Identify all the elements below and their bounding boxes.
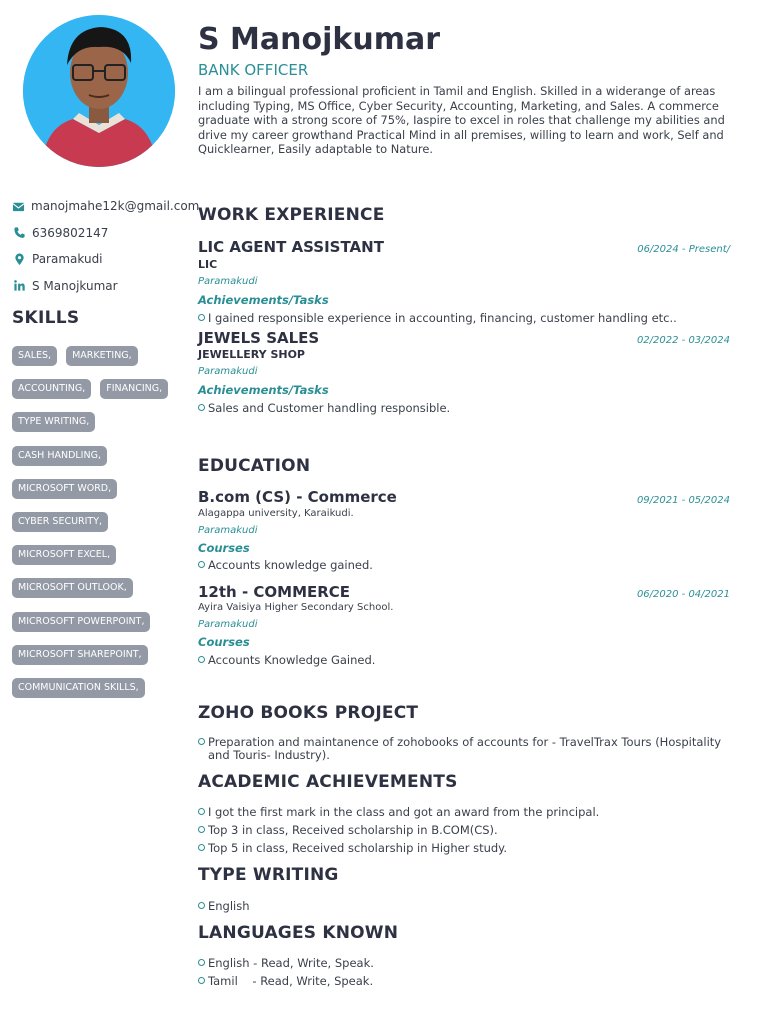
skill-chip: FINANCING, — [100, 379, 168, 399]
skill-chip: MICROSOFT SHAREPOINT, — [12, 645, 148, 665]
education-item-org: Alagappa university, Karaikudi. — [198, 508, 354, 519]
bullet-icon — [198, 404, 205, 411]
education-item-title: 12th - COMMERCE — [198, 583, 351, 601]
skill-chip: SALES, — [12, 346, 57, 366]
academic-bullet: Top 3 in class, Received scholarship in B.COM(CS). — [198, 824, 738, 837]
skill-chip: MARKETING, — [66, 346, 138, 366]
skill-row — [12, 645, 190, 678]
work-item-title: JEWELS SALES — [198, 329, 320, 347]
skill-chip: TYPE WRITING, — [12, 412, 95, 432]
languages-heading: LANGUAGES KNOWN — [198, 923, 399, 943]
candidate-name: S Manojkumar — [198, 22, 441, 57]
education-item-title: B.com (CS) - Commerce — [198, 488, 397, 506]
skill-row — [12, 346, 190, 379]
bullet-icon — [198, 844, 205, 851]
project-heading: ZOHO BOOKS PROJECT — [198, 703, 419, 723]
academic-bullet: I got the first mark in the class and got an award from the principal. — [198, 806, 738, 819]
education-item-bullet: Accounts Knowledge Gained. — [198, 654, 738, 667]
skill-row — [12, 379, 190, 412]
skill-row — [12, 412, 190, 445]
bullet-icon — [198, 738, 205, 745]
education-item-org: Ayira Vaisiya Higher Secondary School. — [198, 602, 394, 613]
skill-chip: CASH HANDLING, — [12, 446, 107, 466]
education-item-location: Paramakudi — [198, 525, 258, 536]
education-heading: EDUCATION — [198, 456, 311, 476]
work-item-location: Paramakudi — [198, 276, 258, 287]
linkedin-text: S Manojkumar — [32, 278, 118, 293]
skill-chip: ACCOUNTING, — [12, 379, 91, 399]
linkedin-icon — [12, 279, 26, 293]
language-bullet: Tamil - Read, Write, Speak. — [198, 975, 738, 988]
typewriting-heading: TYPE WRITING — [198, 865, 339, 885]
work-item-subhead: Achievements/Tasks — [198, 293, 329, 307]
project-bullet: Preparation and maintanence of zohobooks of accounts for - TravelTrax Tours (Hospitality and Touris- Industry). — [198, 736, 738, 762]
bullet-icon — [198, 977, 205, 984]
bullet-icon — [198, 902, 205, 909]
work-item-bullet: Sales and Customer handling responsible. — [198, 402, 738, 415]
skill-chip: MICROSOFT WORD, — [12, 479, 117, 499]
location-text: Paramakudi — [32, 252, 103, 267]
work-item-org: JEWELLERY SHOP — [198, 348, 305, 361]
bullet-icon — [198, 656, 205, 663]
skill-row — [12, 612, 190, 645]
education-item-location: Paramakudi — [198, 619, 258, 630]
education-item-subhead: Courses — [198, 635, 250, 649]
skill-row — [12, 578, 190, 611]
skill-row — [12, 678, 190, 711]
map-pin-icon — [12, 252, 26, 266]
education-item-date: 09/2021 - 05/2024 — [636, 495, 730, 506]
skill-chip: MICROSOFT EXCEL, — [12, 545, 116, 565]
profile-summary: I am a bilingual professional proficient in Tamil and English. Skilled in a widerange of areas including Typing, MS Office, Cyber Security, Accounting, Marketing, and Sales. A commerce graduate with a strong score of 75%, Iaspire to excel in roles that challenge my abilities and drive my career growthand Practical Mind in all premises, willing to learn and work, Self and Quicklearner, Easily adaptable to Nature. — [198, 84, 725, 157]
skill-row — [12, 512, 190, 545]
skill-chip: COMMUNICATION SKILLS, — [12, 678, 145, 698]
work-item-date: 06/2024 - Present/ — [637, 244, 730, 255]
education-item-subhead: Courses — [198, 541, 250, 555]
bullet-icon — [198, 314, 205, 321]
phone-text: 6369802147 — [32, 225, 109, 240]
candidate-role: BANK OFFICER — [198, 61, 309, 79]
work-item-location: Paramakudi — [198, 366, 258, 377]
profile-photo — [23, 15, 175, 167]
education-item-bullet: Accounts knowledge gained. — [198, 559, 738, 572]
skill-row — [12, 545, 190, 578]
skill-chip: MICROSOFT OUTLOOK, — [12, 578, 133, 598]
contact-info — [12, 193, 200, 299]
contact-email[interactable] — [12, 193, 200, 220]
academic-bullet: Top 5 in class, Received scholarship in Higher study. — [198, 842, 738, 855]
phone-icon — [12, 226, 26, 240]
envelope-icon — [12, 199, 25, 213]
bullet-icon — [198, 826, 205, 833]
skill-row — [12, 446, 190, 479]
contact-phone[interactable] — [12, 220, 197, 247]
bullet-icon — [198, 959, 205, 966]
contact-location — [12, 246, 197, 273]
work-item-date: 02/2022 - 03/2024 — [636, 335, 730, 346]
contact-linkedin[interactable] — [12, 273, 197, 300]
skill-chip: CYBER SECURITY, — [12, 512, 108, 532]
typewriting-bullet: English — [198, 900, 738, 913]
work-item-title: LIC AGENT ASSISTANT — [198, 238, 384, 256]
bullet-icon — [198, 808, 205, 815]
work-item-bullet: I gained responsible experience in accounting, financing, customer handling etc.. — [198, 312, 738, 325]
work-heading: WORK EXPERIENCE — [198, 205, 385, 225]
academic-heading: ACADEMIC ACHIEVEMENTS — [198, 772, 458, 792]
work-item-org: LIC — [198, 258, 218, 271]
bullet-icon — [198, 561, 205, 568]
skill-row — [12, 479, 190, 512]
work-item-subhead: Achievements/Tasks — [198, 383, 329, 397]
education-item-date: 06/2020 - 04/2021 — [636, 589, 730, 600]
skills-list — [12, 346, 190, 711]
sidebar — [0, 0, 200, 1024]
skill-chip: MICROSOFT POWERPOINT, — [12, 612, 150, 632]
language-bullet: English - Read, Write, Speak. — [198, 957, 738, 970]
email-text: manojmahe12k@gmail.com — [31, 199, 200, 214]
skills-heading: SKILLS — [12, 308, 80, 328]
